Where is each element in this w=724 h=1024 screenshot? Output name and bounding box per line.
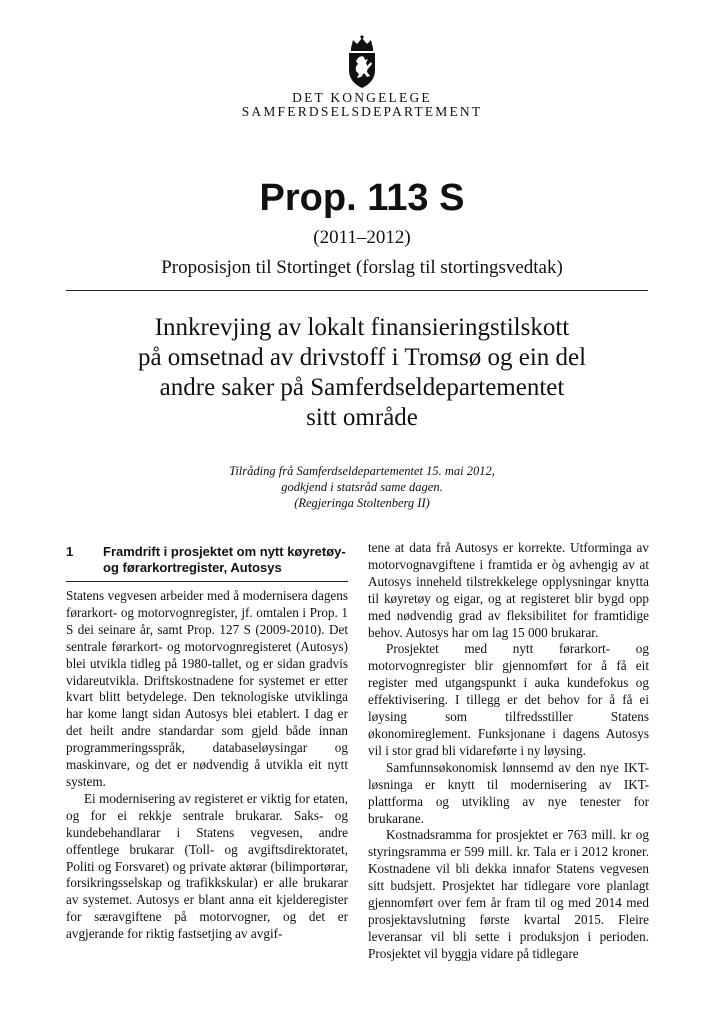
- proposition-subtitle: Proposisjon til Stortinget (forslag til stortingsvedtak): [161, 257, 563, 278]
- recommendation-line: (Regjeringa Stoltenberg II): [294, 496, 430, 510]
- title-line: Innkrevjing av lokalt finansieringstilskott: [154, 314, 570, 341]
- recommendation-note: [0, 463, 724, 511]
- recommendation-line: godkjend i statsråd same dagen.: [281, 480, 443, 494]
- department-name-line1: DET KONGELEGE: [292, 90, 432, 105]
- body-paragraph: tene at data frå Autosys er korrekte. Utforminga av motorvognavgiftene i framtida er òg avhengig av at Autosys inneheld tilstrekkelege opplysningar knytta til køyretøy og eigar, og at registeret blir bygd opp med nødvendig grad av fleksibilitet for framtidige behov. Autosys har om lag 15 000 brukarar.: [368, 540, 649, 640]
- coat-of-arms-logo: [334, 34, 390, 90]
- header-divider: [66, 290, 648, 291]
- session-years: (2011–2012): [313, 227, 411, 248]
- body-paragraph: Kostnadsramma for prosjektet er 763 mill. kr og styringsramma er 599 mill. kr. Tala er i 2012 kroner. Kostnadene vil bli dekka innafor Statens vegvesen sitt budsjett. Prosjektet har tidlegare vore planlagt gjennomført over fem år fram til og med 2014 med prosjektavslutning første kvartal 2015. Fleire leveransar vil bli sette i produksjon i perioden. Prosjektet vil byggja vidare på tidlegare: [368, 827, 649, 961]
- title-line: andre saker på Samferdseldepartementet: [159, 374, 565, 401]
- department-name-line2: SAMFERDSELSDEPARTEMENT: [241, 104, 483, 119]
- body-paragraph: Ei modernisering av registeret er viktig for etaten, og for ei rekkje sentrale brukarar. Saks- og kundebehandlarar i Statens vegvesen, andre offentlege brukarar (Toll- og avgiftsdirektoratet, Politi og Forsvaret) og private aktørar (bilimportørar, forsikringsselskap og trafikkskular) er alle brukarar av systemet. Autosys er blant anna eit kjelderegister for særavgiftene på motorvogner, og det er avgjerande for riktig fastsetjing av avgif-: [66, 790, 348, 942]
- section-number: 1: [66, 544, 74, 559]
- body-paragraph: Samfunnsøkonomisk lønnsemd av den nye IKT-løsninga er knytt til modernisering av IKT-plattforma og utvikling av nye tenester for brukarane.: [368, 759, 649, 826]
- title-line: på omsetnad av drivstoff i Tromsø og ein del: [137, 344, 587, 371]
- recommendation-line: Tilråding frå Samferdseldepartementet 15. mai 2012,: [229, 464, 495, 478]
- document-title: [80, 313, 644, 433]
- body-paragraph: Statens vegvesen arbeider med å modernisera dagens førarkort- og motorvognregister, jf. omtalen i Prop. 1 S dei seinare år, samt Prop. 127 S (2009-2010). Det sentrale førarkort- og motorvognregisteret (Autosys) blei utvikla tidleg på 1980-tallet, og er sidan gradvis vidareutvikla. Driftskostnadene for systemet er etter kvart blitt betydelege. Den teknologiske utviklinga har kome langt sidan Autosys blei etablert. I dag er det heilt andre standardar som gjeld både innan programmeringsspråk, databaseløysingar og maskinvare, og det er nødvendig å utvikla eit nytt system.: [66, 588, 348, 789]
- right-column: [368, 540, 649, 963]
- section-divider: [66, 581, 348, 582]
- section-heading: [66, 544, 348, 575]
- title-line: sitt område: [306, 404, 418, 431]
- left-column: [66, 540, 348, 943]
- proposition-number: Prop. 113 S: [259, 177, 465, 219]
- section-title: Framdrift i prosjektet om nytt køyretøy- og førarkortregister, Autosys: [103, 544, 346, 575]
- body-paragraph: Prosjektet med nytt førarkort- og motorvognregister blir gjennomført for å få eit register med utgangspunkt i auka kundefokus og effektivisering. I tillegg er det behov for å få ei løysing som tilfredsstiller Statens økonomireglement. Funksjonane i dagens Autosys vil i stor grad bli vidareførte i ny løysing.: [368, 641, 649, 758]
